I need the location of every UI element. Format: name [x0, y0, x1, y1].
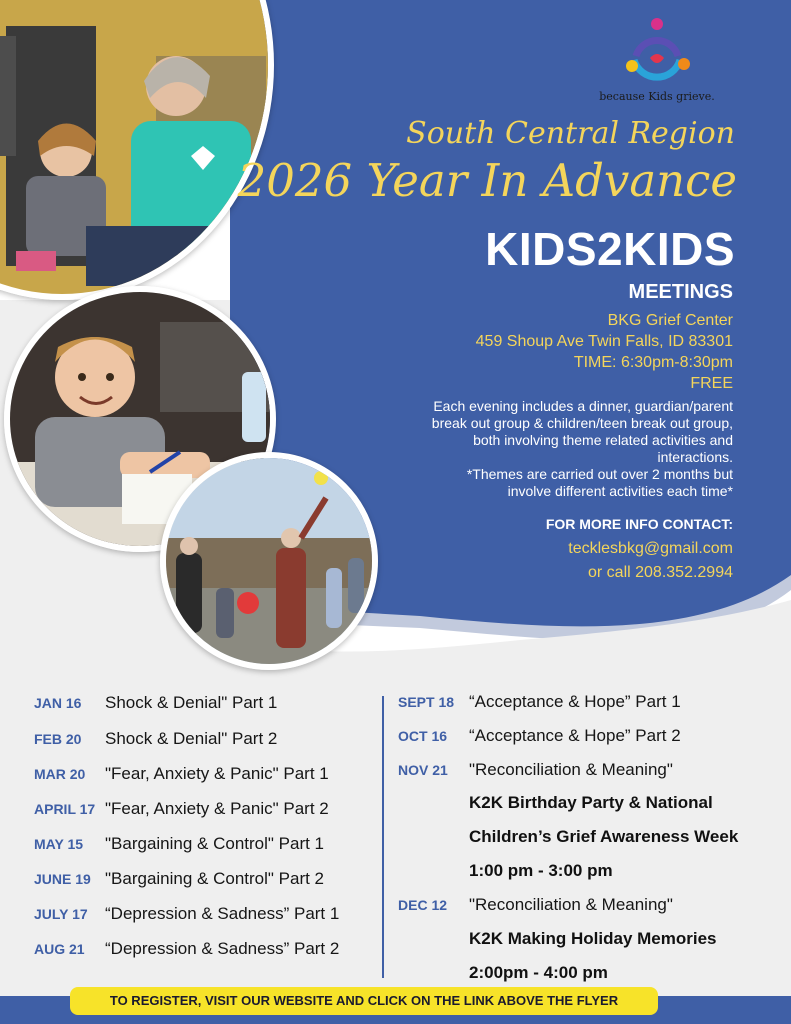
description-line: interactions.: [657, 449, 733, 465]
themes-note: [467, 466, 733, 500]
nov-event-time: 1:00 pm - 3:00 pm: [469, 861, 613, 880]
schedule-date: AUG 21: [34, 941, 85, 957]
schedule-date: JAN 16: [34, 695, 82, 711]
schedule-title: “Depression & Sadness” Part 1: [105, 904, 340, 923]
schedule-date: OCT 16: [398, 728, 448, 744]
description-line: both involving theme related activities and: [473, 432, 733, 448]
year-title: 2026 Year In Advance: [237, 154, 737, 207]
schedule-date: DEC 12: [398, 897, 448, 913]
dec-event-time: 2:00pm - 4:00 pm: [469, 963, 608, 982]
free-label: FREE: [690, 375, 733, 392]
schedule-date: SEPT 18: [398, 694, 455, 710]
meetings-label: MEETINGS: [628, 281, 733, 303]
schedule-title: “Acceptance & Hope” Part 1: [469, 692, 681, 711]
description-line: Each evening includes a dinner, guardian/parent: [433, 398, 733, 414]
meeting-time: TIME: 6:30pm-8:30pm: [573, 354, 733, 371]
region-title: South Central Region: [406, 116, 735, 151]
nov-event-line1: K2K Birthday Party & National: [469, 793, 713, 812]
schedule-title: "Bargaining & Control" Part 1: [105, 834, 325, 853]
description-line: break out group & children/teen break out group,: [431, 415, 733, 431]
schedule-title: “Depression & Sadness” Part 2: [105, 939, 340, 958]
themes-note-line: involve different activities each time*: [507, 483, 733, 499]
logo-text: because Kids grieve.: [599, 90, 715, 103]
schedule-title: "Reconciliation & Meaning": [469, 760, 673, 779]
schedule-title: "Bargaining & Control" Part 2: [105, 869, 325, 888]
description: [432, 398, 733, 466]
schedule-title: Shock & Denial" Part 1: [105, 693, 278, 712]
bkg-logo: [592, 16, 722, 108]
register-banner[interactable]: TO REGISTER, VISIT OUR WEBSITE AND CLICK ON THE LINK ABOVE THE FLYER: [70, 987, 658, 1015]
contact-heading: FOR MORE INFO CONTACT:: [545, 516, 733, 532]
center-address: 459 Shoup Ave Twin Falls, ID 83301: [475, 333, 733, 350]
schedule-date: JULY 17: [34, 906, 88, 922]
schedule-title: "Reconciliation & Meaning": [469, 895, 673, 914]
schedule-date: NOV 21: [398, 762, 448, 778]
schedule-date: FEB 20: [34, 731, 82, 747]
schedule-date: MAY 15: [34, 836, 84, 852]
center-name: BKG Grief Center: [607, 312, 733, 329]
themes-note-line: *Themes are carried out over 2 months but: [466, 466, 733, 482]
schedule-date: APRIL 17: [34, 801, 96, 817]
photo-balloon-release: [160, 452, 378, 670]
schedule-title: “Acceptance & Hope” Part 2: [469, 726, 681, 745]
schedule-date: JUNE 19: [34, 871, 91, 887]
schedule-date: MAR 20: [34, 766, 86, 782]
program-title: KIDS2KIDS: [485, 223, 735, 275]
dec-event-line1: K2K Making Holiday Memories: [469, 929, 717, 948]
nov-event-line2: Children’s Grief Awareness Week: [469, 827, 739, 846]
schedule-divider: [382, 696, 384, 978]
logo-mark-icon: [592, 16, 722, 90]
schedule-title: "Fear, Anxiety & Panic" Part 2: [105, 799, 329, 818]
schedule-title: Shock & Denial" Part 2: [105, 729, 278, 748]
schedule-title: "Fear, Anxiety & Panic" Part 1: [105, 764, 329, 783]
contact-email-link[interactable]: tecklesbkg@gmail.com: [568, 540, 733, 557]
contact-phone: or call 208.352.2994: [588, 564, 733, 581]
